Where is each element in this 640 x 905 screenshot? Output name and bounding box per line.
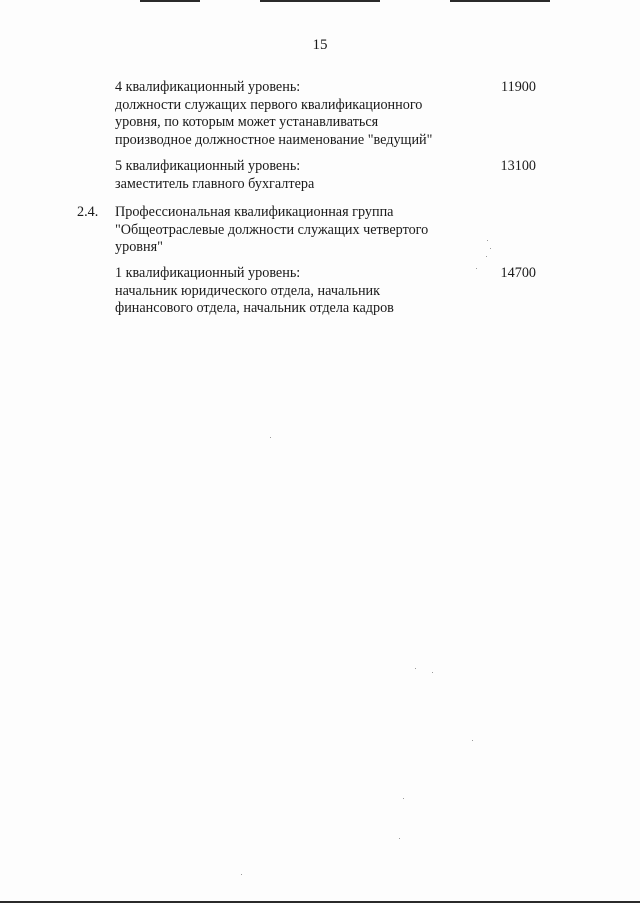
row-level-title: 1 квалификационный уровень: [115,265,301,281]
group-title-line: уровня" [115,239,163,255]
scan-speck [486,256,487,257]
row-text-line: уровня, по которым может устанавливаться [115,114,379,130]
row-level-title: 5 квалификационный уровень: [115,158,301,174]
row-level-title: 4 квалификационный уровень: [115,79,301,95]
scan-edge-mark [260,0,380,2]
row-salary-value: 14700 [500,265,536,281]
row-index: 2.4. [77,204,99,220]
scan-speck [490,248,491,249]
page-number: 15 [312,37,328,53]
scan-speck [241,874,242,875]
scan-speck [476,268,477,269]
scan-edge-mark [140,0,200,2]
group-title-line: Профессиональная квалификационная группа [115,204,394,220]
scan-speck [472,740,473,741]
row-text-line: финансового отдела, начальник отдела кадров [115,300,394,316]
scan-speck [432,672,433,673]
scan-edge-mark [450,0,550,2]
row-salary-value: 11900 [501,79,536,95]
row-salary-value: 13100 [500,158,536,174]
row-text-line: заместитель главного бухгалтера [115,175,315,192]
scan-speck [403,798,404,799]
scan-speck [415,668,416,669]
scan-edge-mark [0,901,640,903]
scan-speck [399,838,400,839]
scan-speck [487,240,488,241]
row-text-line: производное должностное наименование "ведущий" [115,131,433,148]
group-title-line: "Общеотраслевые должности служащих четвертого [115,221,429,238]
row-text-line: должности служащих первого квалификационного [115,96,423,113]
row-text-line: начальник юридического отдела, начальник [115,282,381,299]
scan-speck [270,437,271,438]
